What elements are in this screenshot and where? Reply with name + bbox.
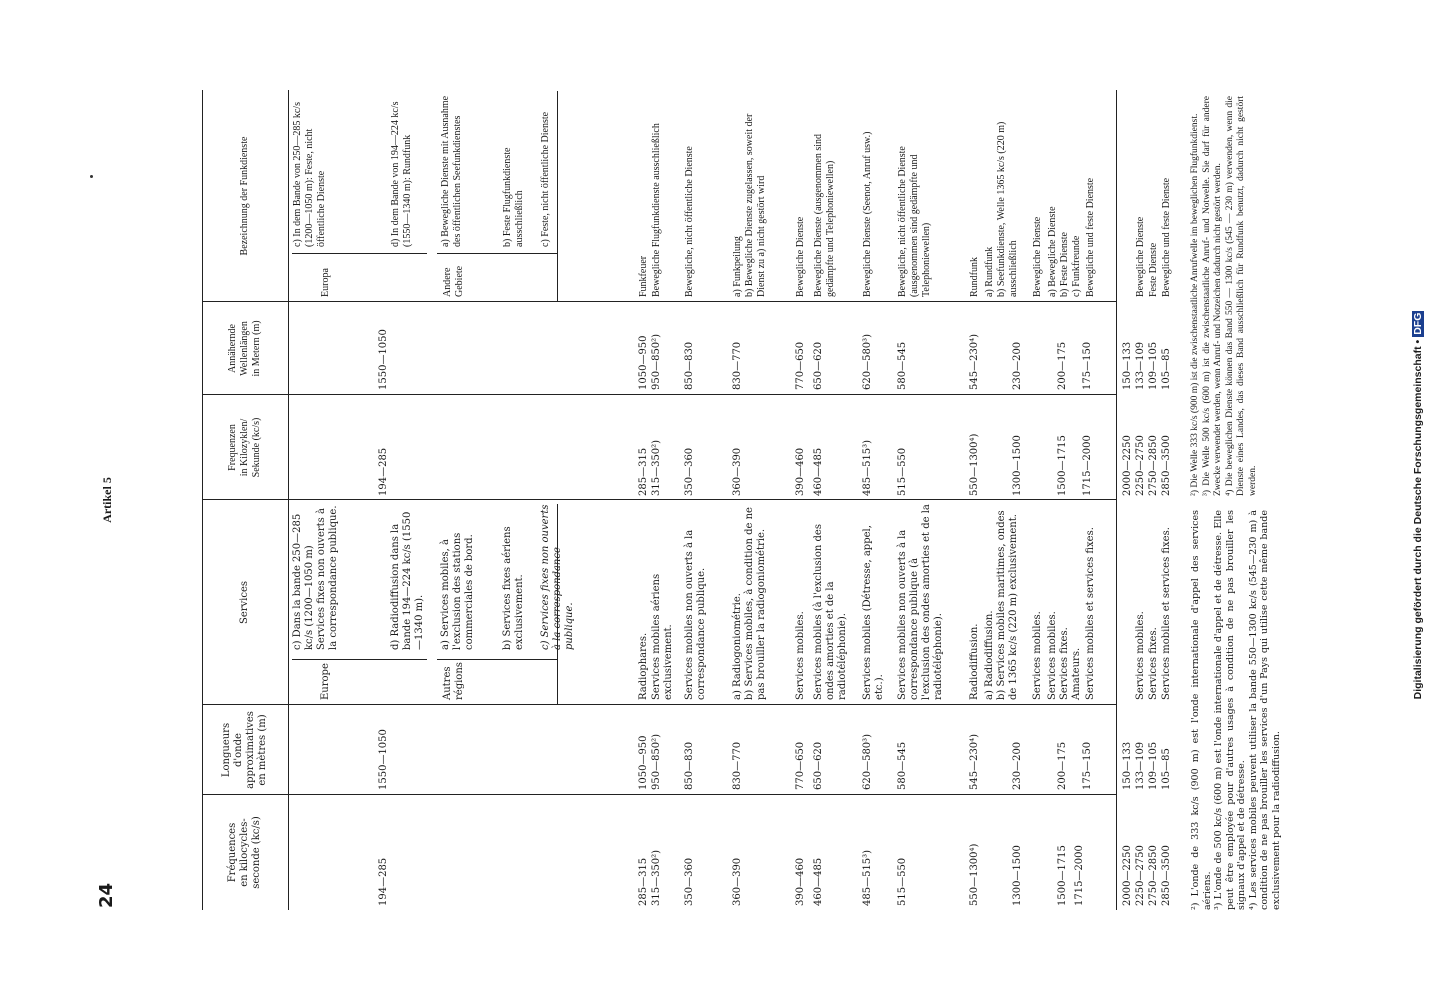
fr-len-360: 830—770 — [732, 741, 743, 790]
fr-freq-315: 315—350²) — [651, 849, 662, 906]
fr-svc-315: Services mobiles aériens exclusivement. — [651, 573, 674, 700]
de-andere-brace — [437, 253, 557, 254]
de-europa-c: c) In dem Bande von 250—285 kc/s (1200—1050 m): Feste, nicht öffentliche Dienste — [292, 102, 327, 247]
fr-svc-350: Services mobiles non ouverts à la correspondance publique. — [684, 529, 707, 700]
de-frequency-column — [292, 396, 1192, 496]
de-freq-2000: 2000—2250 — [1122, 435, 1133, 496]
table-tail-rows — [1122, 90, 1182, 906]
fr-freq-1500: 1500—1715 — [1057, 845, 1068, 906]
de-svc-2000: Bewegliche und feste Dienste — [1085, 177, 1096, 297]
fr-len-1300: 230—200 — [1012, 741, 1023, 790]
fr-wavelength-column — [292, 705, 1212, 790]
fr-header-services: Services — [239, 580, 250, 625]
de-len-1500: 200—175 — [1057, 341, 1068, 390]
fr-autres-b: b) Services fixes aériens exclusivement. — [502, 526, 525, 650]
footnote-de-3: ³) Die Welle 500 kc/s (600 m) ist die zwischenstaatliche Anruf- und Notwelle. Sie darf für andere Zwecke verwendet werden, wenn Anruf- und Notzeichen dadurch nicht gestört werden. — [1201, 96, 1223, 496]
de-header-frequencies: Frequenzen in Kilozyklen/ Sekunde (kc/s) — [227, 417, 262, 478]
de-svc-2850: Bewegliche und feste Dienste — [1161, 177, 1172, 297]
page-number: 24 — [96, 882, 117, 908]
de-freq-515: 515—550 — [897, 447, 908, 496]
de-svc-550: Rundfunk — [969, 257, 980, 297]
de-freq-350: 350—360 — [684, 447, 695, 496]
de-andere-c: c) Feste, nicht öffentliche Dienste — [540, 111, 551, 247]
de-svc-315: Bewegliche Flugfunkdienste ausschließlich — [651, 123, 662, 297]
de-len-1300: 230—200 — [1012, 341, 1023, 390]
fr-freq-2750: 2750—2850 — [1148, 845, 1159, 906]
fr-freq-485: 485—515³) — [862, 849, 873, 906]
fr-svc-360a: a) Radiogoniométrie. — [732, 593, 743, 700]
fr-len-390: 770—650 — [795, 741, 806, 790]
fr-freq-2250: 2250—2750 — [1135, 845, 1146, 906]
de-svc-515: Bewegliche, nicht öffentliche Dienste (ausgenommen sind gedämpfte und Telephoniewellen) — [897, 146, 932, 297]
de-header-wavelengths: Annähernde Wellenlängen in Metern (m) — [227, 320, 262, 377]
footnote-fr-2: ²) L'onde de 333 kc/s (900 m) est l'onde internationale d'appel des services aériens. — [1190, 510, 1213, 910]
fr-len-2250: 133—109 — [1135, 741, 1146, 790]
fr-svc-485: Services mobiles (Détresse, appel, etc.). — [862, 525, 885, 700]
de-svc-460: Bewegliche Dienste (ausgenommen sind gedämpfte und Telephoniewellen) — [813, 133, 836, 297]
fr-svc-360b: b) Services mobiles, à condition de ne pas brouiller la radiogoniométrie. — [744, 507, 767, 700]
footnote-fr-3: ³) L'onde de 500 kc/s (600 m) est l'onde internationale d'appel et de détresse. Elle peut être employée pour d'autres usages à condition de ne pas brouiller les signaux d'appel et de détresse. — [1213, 510, 1247, 910]
de-header-services: Bezeichnung der Funkdienste — [239, 136, 250, 256]
fr-freq-285: 285—315 — [638, 857, 649, 906]
fr-header-wavelengths: Longueurs d'onde approximatives en mètres (m) — [221, 711, 268, 789]
fr-len-2000: 150—133 — [1122, 741, 1133, 790]
fr-svc-2750: Services fixes. — [1148, 627, 1159, 700]
de-group-rule — [557, 91, 558, 301]
fr-len-194: 1550—1050 — [378, 729, 389, 790]
de-svc-2750: Feste Dienste — [1148, 242, 1159, 297]
fr-len-515: 580—545 — [897, 741, 908, 790]
de-len-2850: 105—85 — [1161, 348, 1172, 390]
fr-freq-194: 194—285 — [378, 857, 389, 906]
fr-autres-a: a) Services mobiles, à l'exclusion des stations commerciales de bord. — [440, 532, 475, 650]
fr-svc-515: Services mobiles non ouverts à la correspondance publique (à l'exclusion des ondes amorties et de la radiotéléphonie). — [897, 504, 944, 700]
fr-autres-c: c) Services fixes non ouverts à la correspondance publique. — [540, 504, 575, 650]
footnote-de-2: ²) Die Welle 333 kc/s (900 m) ist die zwischenstaatliche Anrufwelle im beweglichen Flugfunkdienst. — [1190, 113, 1200, 496]
de-len-315: 950—850²) — [651, 333, 662, 390]
fr-freq-1715: 1715—2000 — [1074, 845, 1085, 906]
de-len-350: 850—830 — [684, 341, 695, 390]
fr-len-285: 1050—950 — [638, 735, 649, 790]
de-freq-550: 550—1300⁴) — [969, 433, 980, 496]
de-len-360: 830—770 — [732, 341, 743, 390]
de-freq-2850: 2850—3500 — [1161, 435, 1172, 496]
rotated-page — [92, 90, 1302, 910]
de-len-460: 650—620 — [813, 341, 824, 390]
de-len-550: 545—230⁴) — [969, 333, 980, 390]
fr-len-315: 950—850²) — [651, 733, 662, 790]
fr-freq-350: 350—360 — [684, 857, 695, 906]
de-svc-1300a: a) Rundfunk — [984, 246, 995, 297]
fr-freq-460: 460—485 — [813, 857, 824, 906]
fr-len-1500: 200—175 — [1057, 741, 1068, 790]
fr-svc-550: Radiodiffusion. — [969, 623, 980, 700]
de-len-1715: 175—150 — [1082, 341, 1093, 390]
de-svc-1500: Bewegliche Dienste — [1032, 216, 1043, 297]
fr-len-2750: 109—105 — [1148, 741, 1159, 790]
fr-len-350: 850—830 — [684, 741, 695, 790]
de-svc-360b: b) Bewegliche Dienste zugelassen, soweit der Dienst zu a) nicht gestört wird — [744, 113, 767, 297]
fr-freq-390: 390—460 — [795, 857, 806, 906]
de-freq-485: 485—515³) — [862, 439, 873, 496]
de-len-485: 620—580³) — [862, 333, 873, 390]
de-freq-1715: 1715—2000 — [1082, 435, 1093, 496]
fr-europe-brace — [292, 659, 427, 660]
de-len-2000: 150—133 — [1122, 341, 1133, 390]
fr-svc-1500: Services mobiles. — [1032, 611, 1043, 700]
fr-len-2850: 105—85 — [1161, 748, 1172, 790]
de-svc-2250: Bewegliche Dienste — [1135, 216, 1146, 297]
fr-europe-c: c) Dans la bande 250—285 kc/s (1200—1050 m) Services fixes non ouverts à la correspondance publique. — [292, 505, 339, 650]
scan-speck — [90, 175, 93, 178]
de-svc-1300b: b) Seefunkdienste, Welle 1365 kc/s (220 m) ausschließlich — [996, 121, 1019, 297]
de-andere-label: Andere Gebiete — [442, 265, 465, 297]
fr-freq-550: 550—1300⁴) — [969, 843, 980, 906]
de-wavelength-column — [292, 302, 1192, 390]
fr-svc-460: Services mobiles (à l'exclusion des ondes amorties et de la radiotéléphonie). — [813, 524, 848, 700]
fr-freq-515: 515—550 — [897, 857, 908, 906]
de-len-194: 1550—1050 — [378, 329, 389, 390]
de-len-390: 770—650 — [795, 341, 806, 390]
fr-len-550: 545—230⁴) — [969, 733, 980, 790]
fr-freq-2000: 2000—2250 — [1122, 845, 1133, 906]
fr-svc-1715c: Amateurs. — [1071, 647, 1082, 700]
de-freq-1300: 1300—1500 — [1012, 435, 1023, 496]
de-svc-360a: a) Funkpeilung — [732, 236, 743, 297]
fr-len-1715: 175—150 — [1082, 741, 1093, 790]
article-title: Artikel 5 — [100, 477, 114, 523]
de-europa-brace — [292, 253, 427, 254]
footnotes-fr — [1190, 510, 1282, 910]
fr-svc-2000: Services mobiles et services fixes. — [1085, 527, 1096, 700]
fr-len-485: 620—580³) — [862, 733, 873, 790]
fr-svc-2850: Services mobiles et services fixes. — [1161, 527, 1172, 700]
de-len-285: 1050—950 — [638, 335, 649, 390]
fr-svc-390: Services mobiles. — [795, 611, 806, 700]
fr-autres-label: Autres régions — [442, 662, 465, 700]
de-freq-315: 315—350²) — [651, 439, 662, 496]
de-len-515: 580—545 — [897, 341, 908, 390]
fr-svc-1715a: Services mobiles. — [1047, 611, 1058, 700]
de-europa-label: Europa — [320, 268, 331, 297]
fr-freq-1300: 1300—1500 — [1012, 845, 1023, 906]
fr-autres-brace — [437, 659, 557, 660]
de-svc-350: Bewegliche, nicht öffentliche Dienste — [684, 146, 695, 297]
de-svc-285: Funkfeuer — [638, 255, 649, 297]
de-services-column — [292, 91, 1112, 299]
fr-svc-1300a: a) Radiodiffusion. — [984, 610, 995, 700]
fr-group-rule — [557, 504, 558, 704]
de-len-2750: 109—105 — [1148, 341, 1159, 390]
fr-svc-1300b: b) Services mobiles maritimes, ondes de 1365 kc/s (220 m) exclusivement. — [996, 510, 1019, 700]
fr-len-460: 650—620 — [813, 741, 824, 790]
de-svc-1715a: a) Bewegliche Dienste — [1047, 206, 1058, 297]
de-andere-b: b) Feste Flugfunkdienste ausschließlich — [502, 147, 525, 247]
de-europa-d: d) In dem Bande von 194—224 kc/s (1550—1340 m): Rundfunk — [390, 101, 413, 247]
de-svc-485: Bewegliche Dienste (Seenot, Anruf usw.) — [862, 131, 873, 297]
de-freq-360: 360—390 — [732, 447, 743, 496]
de-andere-a: a) Bewegliche Dienste mit Ausnahme des öffentlichen Seefunkdienstes — [440, 95, 463, 247]
de-svc-390: Bewegliche Dienste — [795, 216, 806, 297]
fr-europe-d: d) Radiodiffusion dans la bande 194—224 kc/s (1550—1340 m). — [390, 511, 425, 650]
dfg-logo: DFG — [1412, 312, 1424, 335]
footnotes-de — [1190, 96, 1259, 496]
de-freq-460: 460—485 — [813, 447, 824, 496]
de-svc-1715b: b) Feste Dienste — [1059, 232, 1070, 297]
fr-svc-1715b: Services fixes. — [1059, 627, 1070, 700]
de-freq-2250: 2250—2750 — [1135, 435, 1146, 496]
de-freq-285: 285—315 — [638, 447, 649, 496]
digitization-sidebar — [1412, 10, 1430, 1000]
footnote-fr-4: ⁴) Les services mobiles peuvent utiliser la bande 550—1300 kc/s (545—230 m) à condition de ne pas brouiller les services d'un Pays qui utilise cette même bande exclusivement pour la radiodiffusion. — [1247, 510, 1282, 910]
fr-header-frequencies: Fréquences en kilocycles- seconde (kc/s) — [227, 816, 262, 889]
de-freq-390: 390—460 — [795, 447, 806, 496]
fr-europe-label: Europe — [320, 663, 331, 700]
footnote-de-4: ⁴) Die beweglichen Dienste können das Band 550 — 1300 kc/s (545 — 230 m) verwenden, wenn die Dienste eines Landes, das dieses Band ausschließlich für Rundfunk benutzt, dadurch nicht gestört werden. — [1224, 96, 1258, 496]
de-freq-1500: 1500—1715 — [1057, 435, 1068, 496]
de-svc-1715c: c) Funkfreunde — [1071, 235, 1082, 297]
de-freq-194: 194—285 — [378, 447, 389, 496]
de-len-2250: 133—109 — [1135, 341, 1146, 390]
sidebar-text: Digitalisierung gefördert durch die Deutsche Forschungsgemeinschaft • — [1412, 339, 1424, 700]
fr-svc-285: Radiophares. — [638, 632, 649, 700]
fr-svc-2250: Services mobiles. — [1135, 611, 1146, 700]
fr-freq-360: 360—390 — [732, 857, 743, 906]
de-freq-2750: 2750—2850 — [1148, 435, 1159, 496]
fr-freq-2850: 2850—3500 — [1161, 845, 1172, 906]
fr-services-column — [292, 502, 1112, 702]
